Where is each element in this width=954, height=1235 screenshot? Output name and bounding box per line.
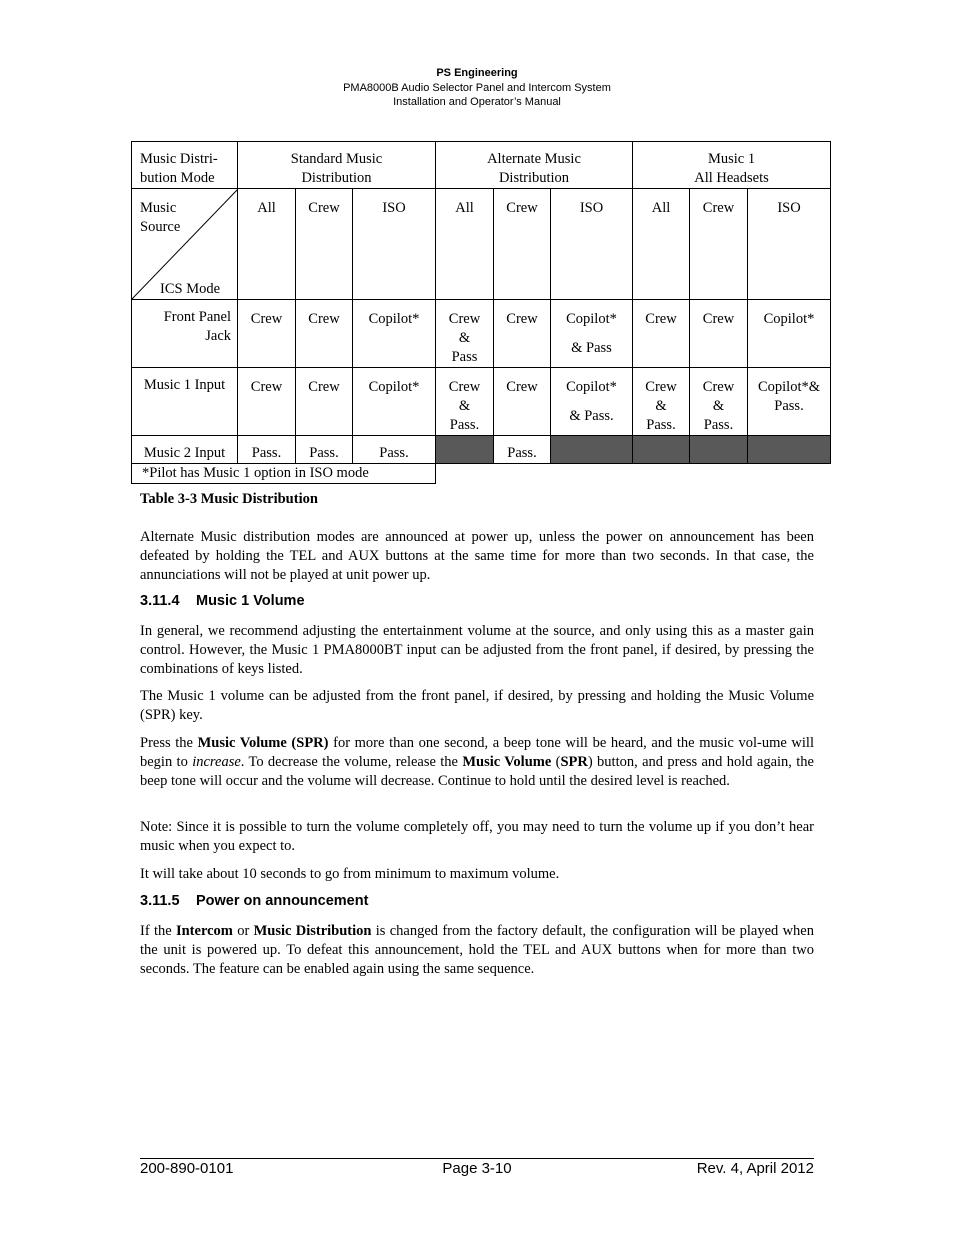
cell-text: Pass. [703, 417, 734, 433]
row-label [132, 436, 238, 464]
section-number: 3.11.4 [140, 593, 180, 609]
ics-mode-cell: ISO [748, 189, 831, 300]
table-cell [296, 368, 353, 436]
doc-number: 200-890-0101 [140, 1160, 234, 1177]
cell-text: Crew [448, 311, 481, 327]
company-name: PS Engineering [436, 67, 518, 79]
table-cell [748, 300, 831, 368]
paragraph [140, 734, 814, 791]
cell-text: Copilot* [763, 311, 815, 327]
table-caption: Table 3-3 Music Distribution [140, 491, 318, 507]
paragraph: The Music 1 volume can be adjusted from the front panel, if desired, by pressing and holding the Music Volume (SPR) key. [140, 688, 814, 723]
cell-text: & [655, 398, 667, 414]
table-cell [238, 436, 296, 464]
cell-text: Crew [250, 379, 283, 395]
cell-text: Copilot*& [757, 379, 821, 395]
cell-text: Crew [448, 379, 481, 395]
table-header-row [132, 142, 831, 189]
ics-mode-cell: ISO [353, 189, 436, 300]
table-cell [690, 300, 748, 368]
cell-text: & Pass. [569, 408, 614, 424]
row-label-line1: Music 1 Input [143, 377, 226, 393]
ics-mode-row [132, 189, 831, 300]
music-distribution-table [131, 141, 831, 484]
cell-text: Crew [308, 311, 340, 327]
ics-mode-cell: Crew [494, 189, 551, 300]
text-run: . To decrease the volume, release the [240, 754, 463, 770]
row-label-line2: Jack [205, 328, 231, 344]
ics-mode-cell: ISO [551, 189, 633, 300]
text-run: Press the [140, 735, 198, 751]
cell-text: Pass. [774, 398, 804, 414]
cell-text: Pass [451, 349, 478, 365]
cell-text: & Pass [571, 340, 612, 356]
table-cell [296, 436, 353, 464]
section-title: Power on announcement [196, 893, 369, 909]
text-run: ) button, and press and hold again, the beep tone will occur and the volume will decrease. Continue to hold until the desired level is reached. [140, 754, 814, 789]
paragraph: In general, we recommend adjusting the entertainment volume at the source, and only using this as a master gain control. However, the Music 1 PMA8000BT input can be adjusted from the front panel, if desired, by pressing the combinations of keys listed. [140, 623, 814, 677]
music-source-line1: Music [140, 200, 177, 216]
page-number: Page 3-10 [442, 1160, 512, 1177]
group-label: Music 1 [707, 151, 756, 167]
group-label: Standard Music [290, 151, 383, 167]
ics-mode-cell: All [238, 189, 296, 300]
table-footnote: *Pilot has Music 1 option in ISO mode [132, 464, 436, 484]
cell-text: Copilot* [368, 379, 420, 395]
mode-label-line2: bution Mode [140, 170, 215, 186]
table-cell [353, 300, 436, 368]
footnote-row [132, 464, 831, 484]
section-number: 3.11.5 [140, 893, 180, 909]
page-header [0, 66, 954, 110]
table-cell [436, 300, 494, 368]
table-row [132, 368, 831, 436]
cell-text: & [712, 398, 725, 414]
table-cell [494, 436, 551, 464]
text-run: for more than one second, a beep tone will be heard, and the music vol-ume will begin to [140, 735, 814, 770]
paragraph [140, 922, 814, 979]
group-alternate [436, 142, 633, 189]
table-cell-shaded [748, 436, 831, 464]
table-row [132, 436, 831, 464]
section-heading-music-volume [140, 593, 305, 609]
table-cell [494, 300, 551, 368]
text-run-bold: Intercom [175, 923, 233, 939]
cell-text: Copilot* [566, 311, 617, 327]
text-run-italic: increase [192, 754, 241, 770]
cell-text: Pass. [646, 417, 676, 433]
text-run: is changed from the factory default, the configuration will be played when the unit is powered up. To defeat this announcement, hold the TEL and AUX buttons when for more than two seconds. The feature can be enabled again using the same sequence. [140, 923, 814, 977]
row-label-line1: Front Panel [163, 309, 231, 325]
mode-label-cell [132, 142, 238, 189]
music-source-line2: Source [140, 219, 181, 235]
text-run-bold: SPR [560, 754, 588, 770]
cell-text: & [458, 398, 471, 414]
text-run: ( [551, 754, 561, 770]
product-name: PMA8000B Audio Selector Panel and Intercom System [343, 81, 611, 94]
paragraph: Alternate Music distribution modes are announced at power up, unless the power on announcement has been defeated by holding the TEL and AUX buttons at the same time for more than two seconds. In that case, the annunciations will not be played at unit power up. [140, 529, 814, 583]
group-label: Distribution [301, 170, 372, 186]
ics-mode-cell: All [633, 189, 690, 300]
cell-text: Copilot* [566, 379, 617, 395]
row-label-line1: Music 2 Input [143, 445, 226, 461]
group-music1 [633, 142, 831, 189]
cell-text: Crew [645, 311, 677, 327]
table-cell [436, 368, 494, 436]
paragraph: It will take about 10 seconds to go from minimum to maximum volume. [140, 866, 560, 882]
cell-text: Crew [250, 311, 283, 327]
text-run: or [232, 923, 254, 939]
table-cell [551, 368, 633, 436]
empty-cell [436, 464, 831, 484]
table-cell [690, 368, 748, 436]
cell-text: Copilot* [368, 311, 420, 327]
cell-text: Pass. [379, 445, 409, 461]
section-title: Music 1 Volume [196, 593, 305, 609]
table-cell-shaded [551, 436, 633, 464]
diagonal-label-cell [132, 189, 238, 300]
text-run-bold: Music Distribution [253, 923, 372, 939]
ics-mode-cell: All [436, 189, 494, 300]
cell-text: Crew [506, 311, 538, 327]
ics-mode-cell: Crew [296, 189, 353, 300]
table-cell [353, 436, 436, 464]
table-row [132, 300, 831, 368]
table-cell [748, 368, 831, 436]
cell-text: & [458, 330, 471, 346]
ics-mode-label: ICS Mode [160, 281, 221, 297]
footer-rule [140, 1158, 814, 1159]
table-cell-shaded [690, 436, 748, 464]
manual-title: Installation and Operator’s Manual [393, 96, 561, 108]
text-run: If the [140, 923, 176, 939]
revision: Rev. 4, April 2012 [696, 1160, 814, 1177]
mode-label-line1: Music Distri- [140, 151, 218, 167]
table-cell [494, 368, 551, 436]
cell-text: Crew [702, 311, 735, 327]
cell-text: Crew [645, 379, 677, 395]
section-heading-power-on [140, 893, 368, 909]
paragraph: Note: Since it is possible to turn the volume completely off, you may need to turn the volume up if you don’t hear music when you expect to. [140, 819, 814, 854]
text-run-bold: Music Volume [462, 754, 552, 770]
group-label: Alternate Music [487, 151, 581, 167]
table-cell [238, 300, 296, 368]
cell-text: Pass. [449, 417, 480, 433]
table-cell-shaded [436, 436, 494, 464]
row-label [132, 300, 238, 368]
table-cell-shaded [633, 436, 690, 464]
cell-text: Pass. [251, 445, 282, 461]
music-source-label [140, 199, 180, 237]
cell-text: Crew [702, 379, 735, 395]
cell-text: Crew [308, 379, 340, 395]
group-label: All Headsets [694, 170, 769, 186]
table-cell [296, 300, 353, 368]
row-label [132, 368, 238, 436]
table-cell [238, 368, 296, 436]
cell-text: Pass. [507, 445, 537, 461]
table-cell [551, 300, 633, 368]
ics-mode-cell: Crew [690, 189, 748, 300]
table-cell [633, 300, 690, 368]
text-run-bold: Music Volume (SPR) [197, 735, 329, 751]
cell-text: Crew [506, 379, 538, 395]
group-standard [238, 142, 436, 189]
table-cell [353, 368, 436, 436]
cell-text: Pass. [309, 445, 339, 461]
table-cell [633, 368, 690, 436]
group-label: Distribution [498, 170, 570, 186]
